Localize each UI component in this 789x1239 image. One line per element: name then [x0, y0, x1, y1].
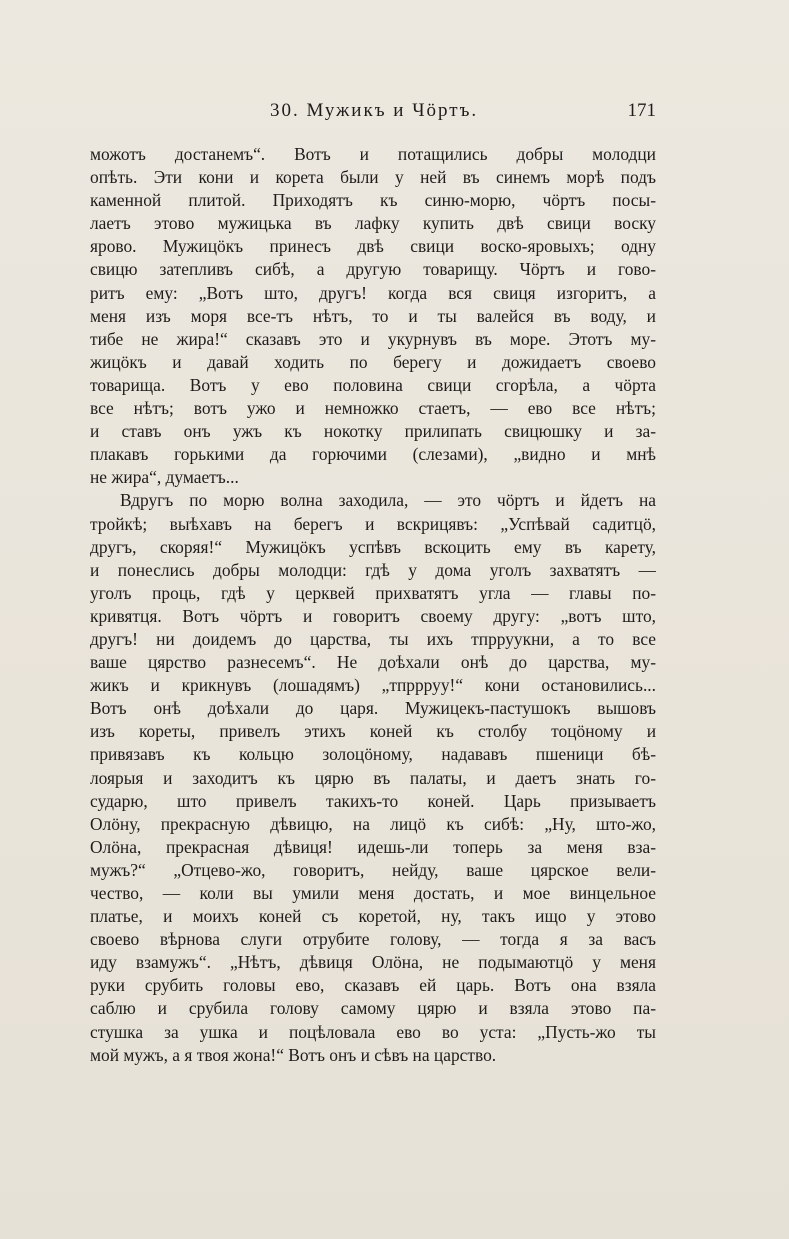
text-line: уголъ проць, гдѣ у церквей прихватятъ угла — главы по-	[90, 582, 656, 603]
text-line: мой мужъ, а я твоя жона!“ Вотъ онъ и сѣвъ на царство.	[90, 1044, 497, 1065]
text-line: сударю, што привелъ такихъ-то коней. Царь призываетъ	[90, 790, 656, 811]
text-line: лаетъ этово мужицька въ лафку купить двѣ свици воску	[90, 213, 656, 234]
text-line: каменной плитой. Приходятъ къ синю-морю, чöртъ посы-	[90, 190, 656, 211]
chapter-title: 30. Мужикъ и Чöртъ.	[270, 100, 479, 121]
body-text	[90, 143, 656, 1067]
text-line: привязавъ къ кольцю золоцöному, надававъ пшеници бѣ-	[90, 744, 656, 765]
text-line: изъ кореты, привелъ этихъ коней къ столбу тоцöному и	[90, 721, 656, 742]
text-line: плакавъ горькими да горючими (слезами), „видно и мнѣ	[90, 444, 656, 465]
text-line: свицю затепливъ сибѣ, а другую товарищу. Чöртъ и гово-	[90, 259, 656, 280]
text-line: Вдругъ по морю волна заходила, — это чöртъ и йдетъ на	[120, 490, 656, 511]
text-line: саблю и срубила голову самому цярю и взяла этово па-	[90, 998, 656, 1019]
text-line: жикъ и крикнувъ (лошадямъ) „тпррруу!“ кони остановились...	[90, 675, 656, 696]
text-line: ярово. Мужицöкъ принесъ двѣ свици воско-яровыхъ; одну	[90, 236, 656, 257]
text-line: ритъ ему: „Вотъ што, другъ! когда вся свиця изгоритъ, а	[90, 282, 656, 303]
text-line: кривятця. Вотъ чöртъ и говоритъ своему другу: „вотъ што,	[90, 605, 656, 626]
text-line: другъ! ни доидемъ до царства, ты ихъ тпрруукни, а то все	[90, 628, 656, 649]
text-line: руки срубить головы ево, сказавъ ей царь. Вотъ она взяла	[90, 975, 656, 996]
text-line: лоярыя и заходитъ къ цярю въ палаты, и даетъ знать го-	[90, 767, 656, 788]
text-line: можотъ достанемъ“. Вотъ и потащились добры молодци	[90, 144, 656, 164]
text-line: Вотъ онѣ доѣхали до царя. Мужицекъ-пастушокъ вышовъ	[90, 698, 656, 719]
text-line: и понеслись добры молодци: гдѣ у дома уголъ захватятъ —	[90, 559, 656, 580]
text-line: ваше цярство разнесемъ“. Не доѣхали онѣ до царства, му-	[90, 652, 656, 673]
text-line: все нѣтъ; вотъ ужо и немножко стаетъ, — ево все нѣтъ;	[90, 398, 656, 419]
text-line: тибе не жира!“ сказавъ это и укурнувъ въ море. Этотъ му-	[90, 328, 656, 349]
text-line: меня изъ моря все-тъ нѣтъ, то и ты валейся въ воду, и	[90, 305, 656, 326]
text-line: и ставъ онъ ужъ къ нокотку прилипать свицюшку и за-	[90, 421, 656, 442]
text-line: стушка за ушка и поцѣловала ево во уста: „Пусть-жо ты	[90, 1021, 656, 1042]
text-line: другъ, скоряя!“ Мужицöкъ успѣвъ вскоцить ему въ карету,	[90, 536, 656, 557]
text-line: платье, и моихъ коней съ коретой, ну, такъ ищо у этово	[90, 906, 656, 927]
text-line: опѣть. Эти кони и корета были у ней въ синемъ морѣ подъ	[90, 167, 656, 188]
text-line: чество, — коли вы умили меня достать, и мое винцельное	[90, 883, 656, 903]
text-line: не жира“, думаетъ...	[90, 467, 239, 488]
text-line: Олöну, прекрасную дѣвицю, на лицö къ сибѣ: „Ну, што-жо,	[90, 813, 656, 834]
page-number: 171	[627, 100, 656, 121]
text-line: тройкѣ; выѣхавъ на берегъ и вскрицявъ: „Успѣвай садитцö,	[90, 513, 656, 534]
text-line: иду взамужъ“. „Нѣтъ, дѣвиця Олöна, не подымаютцö у меня	[90, 952, 656, 973]
text-line: товарища. Вотъ у ево половина свици сгорѣла, а чöрта	[90, 374, 656, 395]
running-header	[90, 100, 656, 128]
text-line: жицöкъ и давай ходить по берегу и дожидаетъ своево	[90, 351, 656, 372]
text-line: мужъ?“ „Отцево-жо, говоритъ, нейду, ваше цярское вели-	[90, 859, 656, 880]
text-line: своево вѣрнова слуги отрубите голову, — тогда я за васъ	[90, 929, 656, 950]
text-line: Олöна, прекрасная дѣвиця! идешь-ли топерь за меня вза-	[90, 836, 656, 857]
